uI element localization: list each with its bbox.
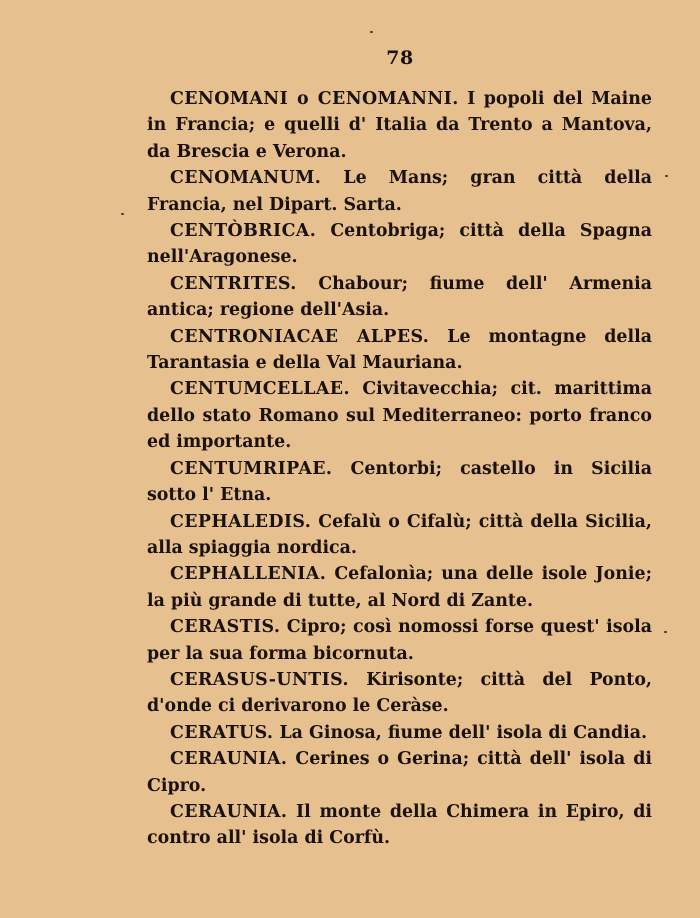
entry-definition: I popoli del Maine in Francia; e quelli d' Italia da Trento a Mantova, da Brescia e Verona. [147, 89, 652, 162]
dictionary-entry [147, 509, 652, 562]
entry-definition: Le Mans; gran città della Francia, nel Dipart. Sarta. [147, 168, 652, 215]
entry-definition: Chabour; fiume dell' Armenia antica; regione dell'Asia. [147, 273, 652, 321]
entry-headword: CERASUS-UNTIS. [170, 669, 349, 690]
entry-headword: CERASTIS. [170, 617, 281, 638]
entry-definition: Centorbi; castello in Sicilia sotto l' Etna. [147, 458, 653, 506]
entry-headword: CENTÒBRICA. [170, 221, 317, 242]
entry-headword: CENOMANUM. [170, 168, 322, 189]
entry-definition: Centobriga; città della Spagna nell'Aragonese. [147, 221, 652, 268]
dictionary-entry [147, 86, 652, 165]
left-speck [121, 213, 124, 215]
dictionary-entry [147, 667, 652, 720]
entry-headword: CENTUMCELLAE. [170, 379, 350, 400]
entry-definition: Cefalù o Cifalù; città della Sicilia, alla spiaggia nordica. [147, 511, 652, 558]
dictionary-entry [147, 218, 652, 271]
entry-headword: CENTUMRIPAE. [170, 458, 333, 479]
entry-headword: CENTRITES. [170, 273, 297, 294]
dictionary-entry [147, 720, 652, 746]
entry-headword: CEPHALLENIA. [170, 564, 327, 585]
dictionary-entry [147, 165, 652, 218]
entry-definition: Cerines o Gerina; città dell' isola di Cipro. [147, 749, 652, 796]
dictionary-entry [147, 614, 652, 667]
entry-definition: Cipro; così nomossi forse quest' isola per la sua forma bicornuta. [147, 617, 652, 664]
right-speck [665, 175, 668, 177]
dictionary-entry [147, 799, 652, 852]
entry-definition: La Ginosa, fiume dell' isola di Candia. [279, 722, 648, 743]
dictionary-entry [147, 746, 652, 799]
dictionary-entries [147, 86, 652, 852]
entry-headword: CERAUNIA. [170, 749, 288, 770]
right-speck [664, 631, 667, 633]
entry-headword: CENTRONIACAE ALPES. [170, 326, 430, 347]
dictionary-entry [147, 561, 652, 614]
dictionary-entry [147, 324, 652, 377]
entry-definition: Civitavecchia; cit. marittima dello stato Romano sul Mediterraneo: porto franco ed importante. [147, 379, 653, 453]
entry-headword: CEPHALEDIS. [170, 511, 312, 532]
entry-headword: CERATUS. [170, 722, 274, 743]
top-speck [370, 31, 373, 33]
entry-definition: Cefalonìa; una delle isole Jonie; la più grande di tutte, al Nord di Zante. [147, 564, 652, 611]
entry-headword: CENOMANI o CENOMANNI. [170, 89, 459, 109]
entry-headword: CERAUNIA. [170, 801, 288, 822]
entry-definition: Kirisonte; città del Ponto, d'onde ci derivarono le Ceràse. [147, 669, 652, 717]
entry-definition: Il monte della Chimera in Epiro, di contro all' isola di Corfù. [147, 801, 652, 849]
entry-definition: Le montagne della Tarantasia e della Val Mauriana. [147, 326, 652, 374]
dictionary-entry [147, 456, 652, 509]
dictionary-entry [147, 271, 652, 324]
dictionary-entry [147, 376, 652, 455]
page-number: 78 [386, 47, 414, 69]
